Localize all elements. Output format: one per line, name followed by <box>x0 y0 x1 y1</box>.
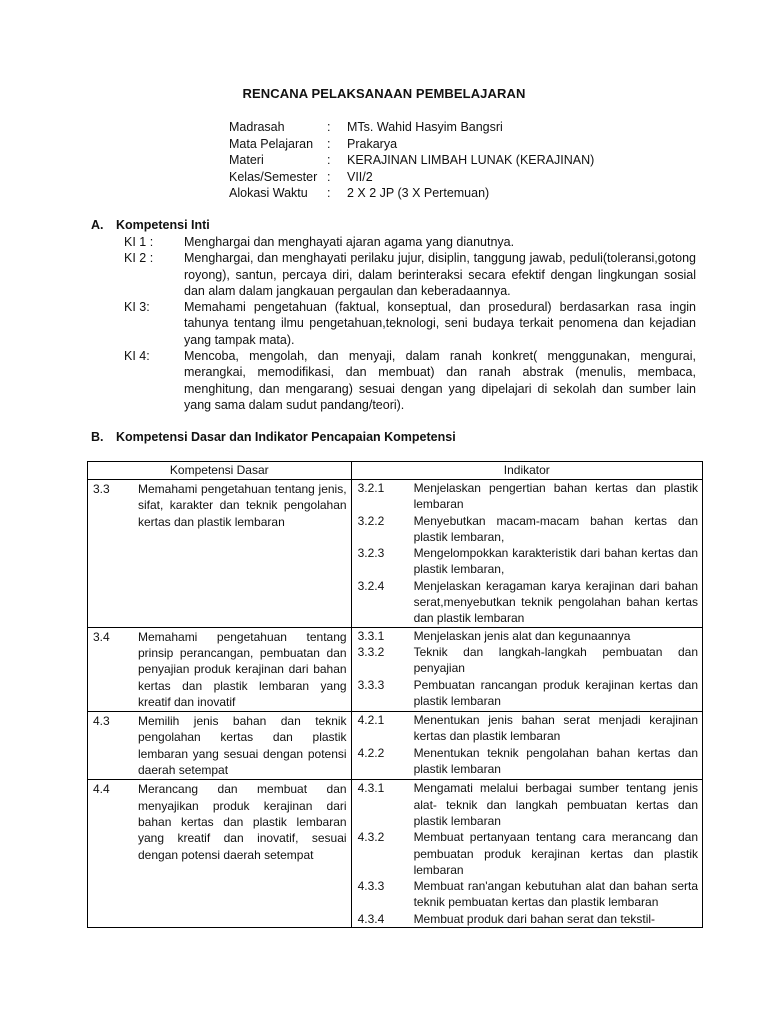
indicator-cell <box>351 712 702 780</box>
indicator-text: Menjelaskan pengertian bahan kertas dan plastik lembaran <box>413 481 698 512</box>
ki-text: Memahami pengetahuan (faktual, konseptual, dan prosedural) berdasarkan rasa ingin tahunya tentang ilmu pengetahuan,teknologi, seni budaya terkait penomena dan kejadian yang tampak mata). <box>184 300 696 347</box>
indicator-code: 3.2.1 <box>357 481 385 495</box>
indicator-code: 3.2.2 <box>357 513 385 528</box>
identity-colon: : <box>327 169 331 184</box>
identity-label: Materi <box>229 153 264 167</box>
identity-label: Madrasah <box>229 120 285 134</box>
indicator-item <box>352 578 702 627</box>
indicator-item <box>352 829 702 878</box>
indicator-item <box>352 545 702 578</box>
ki-item <box>124 234 696 250</box>
ki-item <box>124 299 696 348</box>
identity-row-madrasah <box>229 119 594 136</box>
indicator-text: Mengamati melalui berbagai sumber tentang jenis alat- teknik dan langkah pembuatan kertas dan plastik lembaran <box>413 781 698 828</box>
ki-text: Menghargai dan menghayati ajaran agama yang dianutnya. <box>184 235 515 249</box>
indicator-cell <box>351 480 702 628</box>
kd-code: 3.4 <box>93 629 110 644</box>
competency-table <box>87 461 703 928</box>
identity-row-material <box>229 152 594 169</box>
ki-label: KI 3: <box>124 300 150 315</box>
table-row <box>88 480 703 628</box>
indicator-code: 3.3.2 <box>357 644 385 659</box>
indicator-text: Menjelaskan jenis alat dan kegunaannya <box>413 628 631 643</box>
section-a-heading <box>91 218 210 232</box>
identity-colon: : <box>327 120 331 134</box>
indicator-item <box>352 644 702 677</box>
identity-label: Mata Pelajaran <box>229 136 314 151</box>
indicator-text: Menjelaskan keragaman karya kerajinan dari bahan serat,menyebutkan teknik pengolahan bahan kertas dan plastik lembaran <box>413 578 698 626</box>
identity-value: KERAJINAN LIMBAH LUNAK (KERAJINAN) <box>347 153 595 167</box>
identity-block <box>229 119 594 202</box>
kd-text: Memilih jenis bahan dan teknik pengolahan kertas dan plastik lembaran yang sesuai dengan potensi daerah setempat <box>138 714 347 778</box>
identity-colon: : <box>327 186 331 200</box>
indicator-item <box>352 513 702 546</box>
section-title: Kompetensi Dasar dan Indikator Pencapaian Kompetensi <box>116 430 456 444</box>
kd-cell <box>88 712 352 780</box>
ki-item <box>124 348 696 413</box>
indicator-text: Membuat ran'angan kebutuhan alat dan bahan serta teknik pembuatan kertas dan plastik lembaran <box>413 879 698 910</box>
indicator-text: Teknik dan langkah-langkah pembuatan dan penyajian <box>413 644 698 676</box>
indicator-text: Mengelompokkan karakteristik dari bahan kertas dan plastik lembaran, <box>413 546 698 577</box>
indicator-item <box>352 911 702 927</box>
ki-label: KI 1 : <box>124 235 154 249</box>
indicator-cell <box>351 627 702 711</box>
identity-value: VII/2 <box>347 169 373 184</box>
indicator-text: Pembuatan rancangan produk kerajinan kertas dan plastik lembaran <box>413 677 698 708</box>
indicator-item <box>352 878 702 911</box>
identity-value: MTs. Wahid Hasyim Bangsri <box>347 120 503 134</box>
indicator-text: Menyebutkan macam-macam bahan kertas dan plastik lembaran, <box>413 513 698 544</box>
ki-label: KI 2 : <box>124 251 154 266</box>
indicator-item <box>352 628 702 644</box>
indicator-code: 4.2.2 <box>357 745 385 760</box>
indicator-code: 3.3.3 <box>357 677 385 692</box>
identity-value: 2 X 2 JP (3 X Pertemuan) <box>347 186 490 200</box>
identity-colon: : <box>327 136 331 151</box>
section-b-heading <box>91 430 456 444</box>
kd-cell <box>88 780 352 928</box>
ki-item <box>124 250 696 299</box>
identity-colon: : <box>327 153 331 167</box>
kd-code: 4.4 <box>93 782 110 797</box>
identity-value: Prakarya <box>347 136 398 151</box>
indicator-code: 4.3.4 <box>357 911 385 926</box>
table-row <box>88 780 703 928</box>
section-letter: B. <box>91 430 104 444</box>
indicator-code: 4.3.3 <box>357 879 385 894</box>
core-competency-list <box>124 234 696 413</box>
ki-text: Mencoba, mengolah, dan menyaji, dalam ranah konkret( menggunakan, mengurai, merangkai, memodifikasi, dan membuat) dan ranah abstrak (menulis, membaca, menghitung, dan mengarang) sesuai dengan yang dipelajari di sekolah dan sumber lain yang sama dalam sudut pandang/teori). <box>184 349 696 412</box>
header-indicator: Indikator <box>351 462 702 480</box>
identity-row-subject <box>229 136 594 153</box>
kd-text: Merancang dan membuat dan menyajikan produk kerajinan dari bahan kertas dan plastik lembaran yang kreatif dan inovatif, sesuai dengan potensi daerah setempat <box>138 782 347 862</box>
indicator-text: Menentukan jenis bahan serat menjadi kerajinan kertas dan plastik lembaran <box>413 713 698 744</box>
indicator-text: Menentukan teknik pengolahan bahan kertas dan plastik lembaran <box>413 745 698 777</box>
indicator-item <box>352 712 702 745</box>
identity-label: Kelas/Semester <box>229 169 318 184</box>
indicator-item <box>352 745 702 778</box>
kd-text: Memahami pengetahuan tentang jenis, sifat, karakter dan teknik pengolahan kertas dan plastik lembaran <box>138 482 347 529</box>
table-row <box>88 712 703 780</box>
indicator-text: Membuat pertanyaan tentang cara merancang dan pembuatan produk kerajinan kertas dan plastik lembaran <box>413 830 698 877</box>
indicator-code: 4.3.2 <box>357 830 385 845</box>
kd-code: 3.3 <box>93 482 110 496</box>
indicator-text: Membuat produk dari bahan serat dan tekstil- <box>413 911 656 926</box>
ki-label: KI 4: <box>124 349 150 364</box>
kd-text: Memahami pengetahuan tentang prinsip perancangan, pembuatan dan penyajian produk kerajinan dari bahan kertas dan plastik lembaran yang kreatif dan inovatif <box>138 629 347 709</box>
header-basic-competency: Kompetensi Dasar <box>88 462 352 480</box>
indicator-item <box>352 480 702 513</box>
kd-cell <box>88 480 352 628</box>
indicator-code: 3.3.1 <box>357 628 385 643</box>
table-row <box>88 627 703 711</box>
section-letter: A. <box>91 218 104 232</box>
identity-label: Alokasi Waktu <box>229 186 308 200</box>
kd-code: 4.3 <box>93 714 110 729</box>
indicator-code: 3.2.4 <box>357 578 385 593</box>
document-title: RENCANA PELAKSANAAN PEMBELAJARAN <box>242 86 526 101</box>
ki-text: Menghargai, dan menghayati perilaku jujur, disiplin, tanggung jawab, peduli(toleransi,gotong royong), santun, percaya diri, dalam berinteraksi secara efektif dengan lingkungan sosial dan alam dalam jangkauan pergaulan dan keberadaannya. <box>184 251 696 298</box>
table-header-row <box>88 462 703 480</box>
indicator-code: 4.2.1 <box>357 713 385 728</box>
identity-row-class <box>229 169 594 186</box>
section-title: Kompetensi Inti <box>116 218 210 232</box>
identity-row-time <box>229 185 594 202</box>
indicator-code: 3.2.3 <box>357 546 385 561</box>
indicator-item <box>352 677 702 710</box>
kd-cell <box>88 627 352 711</box>
indicator-cell <box>351 780 702 928</box>
indicator-item <box>352 780 702 829</box>
indicator-code: 4.3.1 <box>357 781 385 796</box>
